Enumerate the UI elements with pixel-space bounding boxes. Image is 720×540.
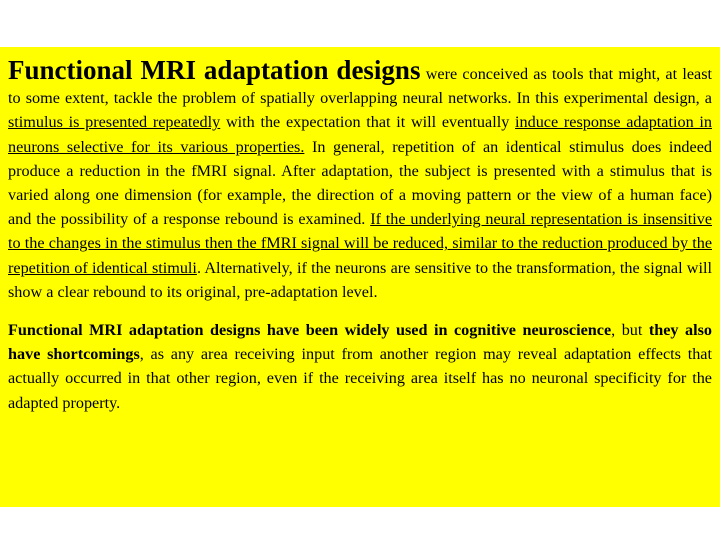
- paragraph1-text-4: . Alternatively, if the neurons are sensitive to the transformation, the signal will show a clear rebound to its original, pre-adaptation level.: [8, 258, 712, 301]
- paragraph-fmri-adaptation-intro: [8, 55, 712, 304]
- paragraph-fmri-adaptation-shortcomings: [8, 318, 712, 415]
- paragraph1-text-1: were conceived as tools that might, at least to some extent, tackle the problem of spatially overlapping neural networks. In this experimental design, a: [8, 65, 713, 108]
- paragraph2-text-1: , but: [611, 321, 649, 340]
- paragraph2-text-2: , as any area receiving input from another region may reveal adaptation effects that actually occurred in that other region, even if the receiving area itself has no neuronal specificity for the adapted property.: [8, 345, 712, 412]
- paragraph1-text-3: In general, repetition of an identical stimulus does indeed produce a reduction in the fMRI signal. After adaptation, the subject is presented with a stimulus that is varied along one dimension (for example, the direction of a moving pattern or the view of a human face) and the possibility of a response rebound is examined.: [8, 137, 712, 229]
- underlined-phrase-response-adaptation: induce response adaptation in neurons selective for its various properties.: [8, 113, 712, 156]
- underlined-phrase-stimulus-repeated: stimulus is presented repeatedly: [8, 113, 221, 132]
- slide-body: [0, 47, 720, 507]
- underlined-phrase-signal-reduced: If the underlying neural representation is insensitive to the changes in the stimulus then the fMRI signal will be reduced, similar to the reduction produced by the repetition of identical stimuli: [8, 210, 713, 277]
- slide-title: Functional MRI adaptation designs: [8, 55, 421, 85]
- paragraph1-text-2: with the expectation that it will eventually: [220, 113, 516, 132]
- bold-phrase-widely-used: Functional MRI adaptation designs have been widely used in cognitive neuroscience: [8, 321, 612, 340]
- bold-phrase-shortcomings: they also have shortcomings: [8, 321, 712, 364]
